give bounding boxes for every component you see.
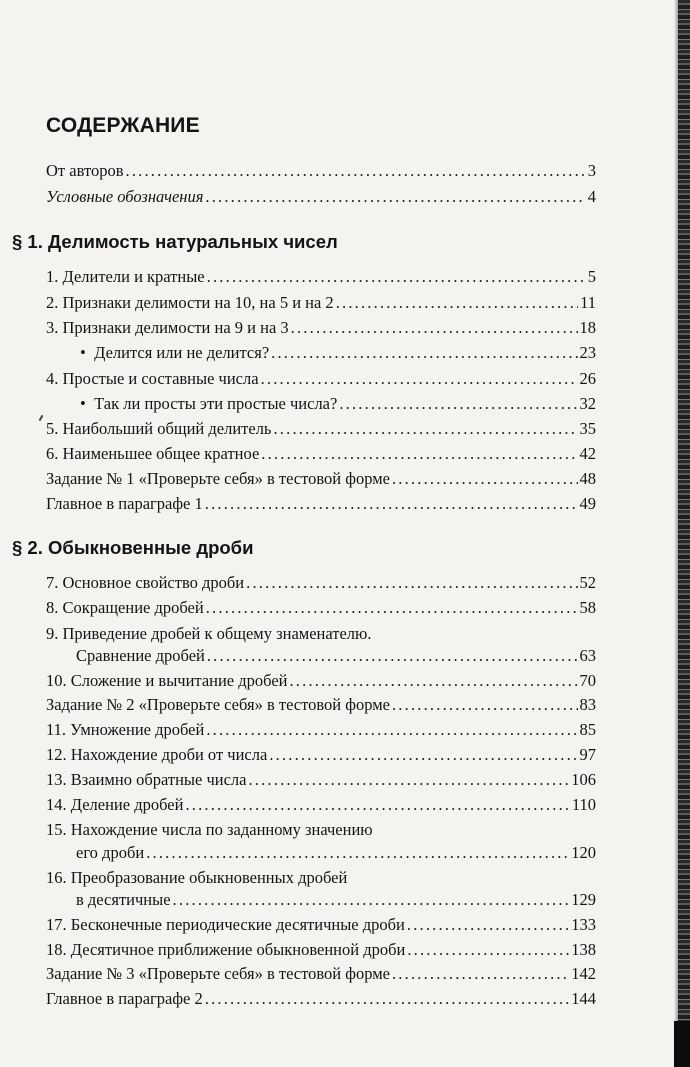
toc-entry[interactable] (76, 842, 596, 864)
toc-entry-text: Условные обозначения (46, 187, 204, 206)
toc-entry-page: 35 (579, 419, 596, 438)
leader-dots (206, 719, 577, 741)
toc-entry[interactable] (46, 317, 596, 339)
leader-dots (291, 317, 578, 339)
toc-entry-page: 133 (571, 915, 596, 934)
toc-entry[interactable] (46, 597, 596, 619)
toc-entry-page: 110 (571, 795, 596, 814)
toc-entry-text: 2. Признаки делимости на 10, на 5 и на 2 (46, 293, 334, 312)
toc-entry-text: 14. Деление дробей (46, 795, 184, 814)
toc-entry-text: 1. Делители и кратные (46, 267, 205, 286)
leader-dots (248, 769, 569, 791)
toc-entry-page: 120 (571, 843, 596, 862)
toc-entry[interactable] (46, 769, 596, 791)
toc-entry-page: 85 (579, 720, 596, 739)
toc-entry-page: 70 (579, 671, 596, 690)
toc-entry-text: Задание № 3 «Проверьте себя» в тестовой форме (46, 964, 390, 983)
toc-entry-text: Главное в параграфе 1 (46, 494, 203, 513)
toc-entry[interactable] (46, 572, 596, 594)
toc-entry-page: 18 (579, 318, 596, 337)
toc-entry[interactable] (76, 645, 596, 667)
leader-dots (173, 889, 570, 911)
toc-entry-page: 83 (579, 695, 596, 714)
toc-entry-page: 138 (571, 940, 596, 959)
toc-entry-text: 11. Умножение дробей (46, 720, 205, 739)
toc-entry[interactable] (46, 468, 596, 490)
leader-dots (206, 597, 578, 619)
toc-entry-text: 13. Взаимно обратные числа (46, 770, 247, 789)
bullet-icon: • (80, 343, 86, 362)
toc-entry-continuation: его дроби (76, 843, 145, 862)
toc-entry-text: 5. Наибольший общий делитель (46, 419, 272, 438)
toc-entry[interactable] (46, 493, 596, 515)
toc-entry-page: 142 (571, 964, 596, 983)
toc-entry[interactable] (46, 368, 596, 390)
toc-entry[interactable] (46, 443, 596, 465)
leader-dots (185, 794, 569, 816)
leader-dots (392, 694, 578, 716)
toc-entry-page: 4 (587, 187, 596, 206)
scan-speck (39, 415, 44, 421)
toc-entry[interactable] (76, 889, 596, 911)
leader-dots (273, 418, 577, 440)
bullet-icon: • (80, 394, 86, 413)
toc-entry[interactable] (46, 963, 596, 985)
toc-entry-label: Так ли просты эти простые числа? (94, 394, 338, 413)
toc-entry-label: Делится или не делится? (94, 343, 270, 362)
leader-dots (205, 988, 570, 1010)
toc-entry-first-line[interactable] (46, 867, 596, 889)
toc-entry-page: 3 (587, 161, 596, 180)
toc-entry-first-line[interactable] (46, 819, 596, 841)
toc-entry[interactable] (46, 292, 596, 314)
leader-dots (407, 914, 569, 936)
toc-entry-text: 18. Десятичное приближение обыкновенной дроби (46, 940, 406, 959)
toc-entry-text: 8. Сокращение дробей (46, 598, 204, 617)
leader-dots (269, 744, 577, 766)
page-title: СОДЕРЖАНИЕ (46, 114, 200, 137)
leader-dots (336, 292, 578, 314)
toc-entry[interactable] (46, 694, 596, 716)
leader-dots (392, 468, 578, 490)
toc-entry-page: 58 (579, 598, 596, 617)
toc-entry-text: 10. Сложение и вычитание дробей (46, 671, 288, 690)
toc-entry-text: Задание № 2 «Проверьте себя» в тестовой форме (46, 695, 390, 714)
toc-entry[interactable] (46, 939, 596, 961)
section-heading: § 1. Делимость натуральных чисел (12, 231, 338, 252)
toc-entry-text: Задание № 1 «Проверьте себя» в тестовой форме (46, 469, 390, 488)
toc-entry-page: 49 (579, 494, 596, 513)
toc-entry-text: 15. Нахождение числа по заданному значению (46, 820, 373, 839)
toc-entry-page: 63 (579, 646, 596, 665)
leader-dots (289, 670, 577, 692)
toc-entry[interactable] (46, 186, 596, 208)
leader-dots (271, 342, 577, 364)
leader-dots (246, 572, 577, 594)
leader-dots (126, 160, 586, 182)
leader-dots (205, 493, 578, 515)
leader-dots (146, 842, 569, 864)
toc-entry-page: 11 (580, 293, 596, 312)
toc-entry-page: 106 (571, 770, 596, 789)
toc-entry-text: 6. Наименьшее общее кратное (46, 444, 260, 463)
toc-entry[interactable] (46, 719, 596, 741)
toc-entry-text: 7. Основное свойство дроби (46, 573, 245, 592)
toc-entry-text: 9. Приведение дробей к общему знаменателю. (46, 624, 372, 643)
toc-entry-page: 42 (579, 444, 596, 463)
leader-dots (205, 186, 585, 208)
toc-entry-continuation: в десятичные (76, 890, 171, 909)
toc-entry-page: 48 (579, 469, 596, 488)
toc-entry[interactable] (46, 266, 596, 288)
toc-entry-page: 5 (587, 267, 596, 286)
toc-entry-page: 52 (579, 573, 596, 592)
toc-entry[interactable] (80, 342, 596, 364)
toc-entry[interactable] (46, 988, 596, 1010)
toc-entry[interactable] (46, 670, 596, 692)
section-heading: § 2. Обыкновенные дроби (12, 537, 254, 558)
leader-dots (339, 393, 577, 415)
leader-dots (207, 645, 578, 667)
toc-entry-text: 17. Бесконечные периодические десятичные дроби (46, 915, 405, 934)
leader-dots (261, 443, 577, 465)
toc-entry[interactable] (46, 914, 596, 936)
toc-entry-continuation: Сравнение дробей (76, 646, 205, 665)
toc-entry-first-line[interactable] (46, 623, 596, 645)
toc-entry-page: 26 (579, 369, 596, 388)
leader-dots (207, 266, 586, 288)
toc-entry[interactable] (46, 418, 596, 440)
toc-entry-text: 12. Нахождение дроби от числа (46, 745, 268, 764)
toc-entry-text: 4. Простые и составные числа (46, 369, 259, 388)
toc-entry[interactable] (46, 794, 596, 816)
toc-entry-text: От авторов (46, 161, 124, 180)
toc-entry-text: Главное в параграфе 2 (46, 989, 203, 1008)
toc-entry[interactable] (46, 744, 596, 766)
leader-dots (392, 963, 569, 985)
toc-entry-page: 129 (571, 890, 596, 909)
toc-entry[interactable] (80, 393, 596, 415)
toc-entry-page: 144 (571, 989, 596, 1008)
toc-entry-page: 32 (579, 394, 596, 413)
toc-entry-text: 16. Преобразование обыкновенных дробей (46, 868, 348, 887)
leader-dots (407, 939, 569, 961)
leader-dots (261, 368, 578, 390)
toc-entry-text: 3. Признаки делимости на 9 и на 3 (46, 318, 289, 337)
toc-entry-page: 97 (579, 745, 596, 764)
toc-entry-text (80, 342, 269, 364)
toc-entry-page: 23 (579, 343, 596, 362)
toc-entry[interactable] (46, 160, 596, 182)
toc-entry-text (80, 393, 337, 415)
